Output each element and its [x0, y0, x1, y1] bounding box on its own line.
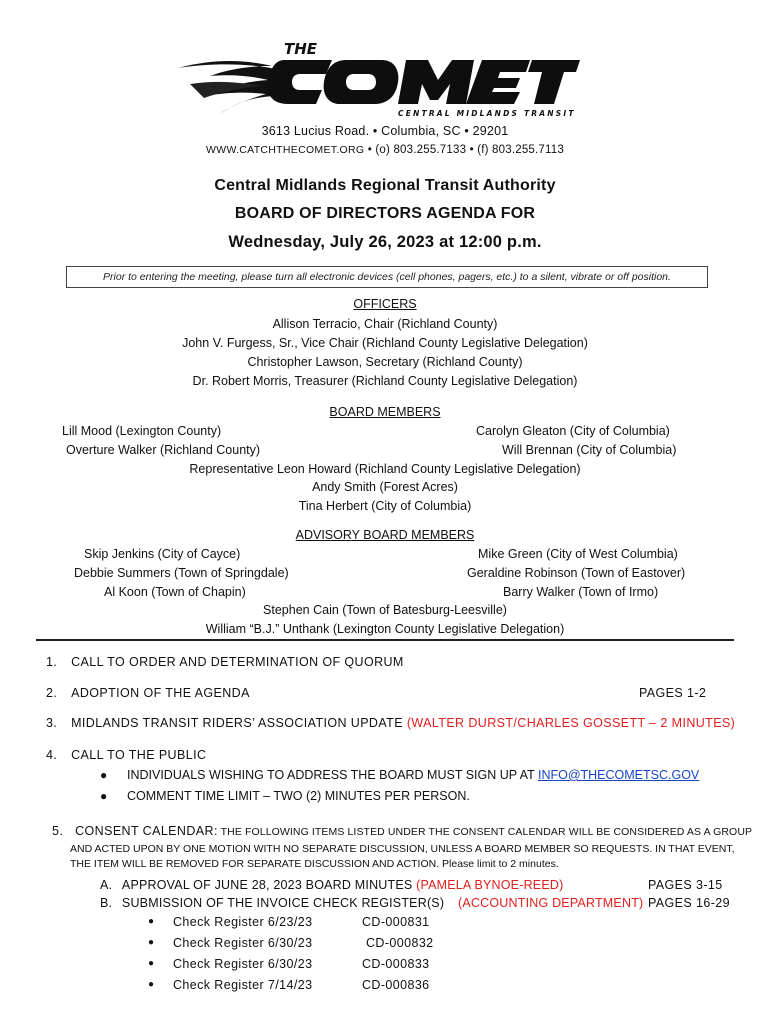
board-member: Carolyn Gleaton (City of Columbia)	[476, 424, 670, 438]
advisory-member: Barry Walker (Town of Irmo)	[503, 585, 659, 599]
register-code: CD-000833	[362, 957, 430, 971]
notice-text: Prior to entering the meeting, please turn all electronic devices (cell phones, pagers, etc.) to a silent, vibrate or off position.	[103, 271, 671, 283]
officer-item: Allison Terracio, Chair (Richland County)	[272, 317, 498, 331]
sub-label: B.	[100, 896, 113, 910]
consent-item-b-presenter: (ACCOUNTING DEPARTMENT)	[458, 896, 644, 910]
item-presenter: (WALTER DURST/CHARLES GOSSETT – 2 MINUTES)	[406, 716, 736, 730]
board-heading: BOARD MEMBERS	[329, 405, 441, 419]
bullet-icon: ●	[148, 979, 155, 990]
item-number: 1.	[46, 655, 58, 669]
advisory-member: Al Koon (Town of Chapin)	[104, 585, 246, 599]
consent-item-b-pages: PAGES 16-29	[648, 896, 730, 910]
officer-item: John V. Furgess, Sr., Vice Chair (Richland County Legislative Delegation)	[182, 336, 588, 350]
register-name: Check Register 6/30/23	[173, 936, 313, 950]
meeting-date: Wednesday, July 26, 2023 at 12:00 p.m.	[228, 233, 542, 251]
advisory-member: Mike Green (City of West Columbia)	[478, 547, 678, 561]
bullet-icon: ●	[148, 916, 155, 927]
sub-presenter: (PAMELA BYNOE-REED)	[416, 878, 564, 892]
agenda-item-1	[46, 655, 404, 669]
sub-text: SUBMISSION OF THE INVOICE CHECK REGISTER(S)	[121, 896, 445, 910]
register-code: CD-000832	[366, 936, 434, 950]
advisory-member: William “B.J.” Unthank (Lexington County Legislative Delegation)	[205, 622, 565, 636]
register-name: Check Register 7/14/23	[173, 978, 313, 992]
register-name: Check Register 6/30/23	[173, 957, 313, 971]
consent-desc-1: THE FOLLOWING ITEMS LISTED UNDER THE CONSENT CALENDAR WILL BE CONSIDERED AS A GROUP	[217, 826, 753, 838]
phone-fax: • (o) 803.255.7133 • (f) 803.255.7113	[364, 144, 564, 156]
svg-text:THE: THE	[284, 40, 318, 58]
item-text: ADOPTION OF THE AGENDA	[71, 686, 250, 700]
item-text: CALL TO THE PUBLIC	[71, 748, 207, 762]
bullet-icon: ●	[100, 768, 108, 782]
officers-heading: OFFICERS	[353, 297, 417, 311]
signup-text: INDIVIDUALS WISHING TO ADDRESS THE BOARD MUST SIGN UP AT	[127, 768, 538, 782]
officer-item: Christopher Lawson, Secretary (Richland County)	[247, 355, 523, 369]
item-text: CALL TO ORDER AND DETERMINATION OF QUORUM	[71, 655, 404, 669]
consent-desc-3: THE ITEM WILL BE REMOVED FOR SEPARATE DISCUSSION AND ACTION. Please limit to 2 minutes.	[70, 858, 559, 870]
advisory-heading: ADVISORY BOARD MEMBERS	[295, 528, 475, 542]
board-member: Andy Smith (Forest Acres)	[312, 480, 458, 494]
consent-item-a	[100, 878, 563, 892]
advisory-member: Debbie Summers (Town of Springdale)	[74, 566, 289, 580]
sub-text: APPROVAL OF JUNE 28, 2023 BOARD MINUTES	[121, 878, 413, 892]
register-name: Check Register 6/23/23	[173, 915, 313, 929]
advisory-member: Stephen Cain (Town of Batesburg-Leesville)	[263, 603, 507, 617]
board-member: Tina Herbert (City of Columbia)	[298, 499, 472, 513]
item-number: 3.	[46, 716, 58, 730]
contact-line	[0, 144, 770, 156]
register-code: CD-000831	[362, 915, 430, 929]
address-line: 3613 Lucius Road. • Columbia, SC • 29201	[261, 124, 509, 138]
comment-limit-line: COMMENT TIME LIMIT – TWO (2) MINUTES PER PERSON.	[127, 789, 470, 803]
advisory-member: Skip Jenkins (City of Cayce)	[84, 547, 241, 561]
consent-desc-2: AND ACTED UPON BY ONE MOTION WITH NO SEPARATE DISCUSSION, UNLESS A BOARD MEMBER SO REQUESTS. IN THAT EVENT,	[70, 843, 735, 855]
consent-item-b	[100, 896, 444, 910]
item-number: 4.	[46, 748, 58, 762]
agenda-item-4	[46, 748, 206, 762]
bullet-icon: ●	[148, 958, 155, 969]
signup-email-link[interactable]: INFO@THECOMETSC.GOV	[537, 768, 700, 782]
agenda-item-2	[46, 686, 250, 700]
board-member: Representative Leon Howard (Richland County Legislative Delegation)	[189, 462, 581, 476]
public-signup-line	[127, 768, 699, 782]
item-text: MIDLANDS TRANSIT RIDERS’ ASSOCIATION UPDATE	[71, 716, 403, 730]
register-code: CD-000836	[362, 978, 430, 992]
board-member: Lill Mood (Lexington County)	[62, 424, 222, 438]
website-link[interactable]: WWW.CATCHTHECOMET.ORG	[206, 144, 365, 156]
svg-text:CENTRAL MIDLANDS TRANSIT: CENTRAL MIDLANDS TRANSIT	[398, 109, 576, 118]
board-member: Will Brennan (City of Columbia)	[502, 443, 677, 457]
item-text: CONSENT CALENDAR:	[75, 824, 218, 838]
sub-label: A.	[100, 878, 113, 892]
bullet-icon: ●	[148, 937, 155, 948]
board-member: Overture Walker (Richland County)	[66, 443, 261, 457]
agenda-title: BOARD OF DIRECTORS AGENDA FOR	[234, 205, 536, 222]
consent-item-a-pages: PAGES 3-15	[648, 878, 723, 892]
comet-logo	[176, 40, 580, 118]
bullet-icon: ●	[100, 789, 108, 803]
agenda-item-3	[46, 716, 735, 730]
org-title: Central Midlands Regional Transit Authority	[214, 177, 556, 194]
item-number: 5.	[52, 824, 64, 838]
section-divider	[36, 639, 734, 641]
item-number: 2.	[46, 686, 58, 700]
device-notice	[66, 266, 708, 288]
officer-item: Dr. Robert Morris, Treasurer (Richland County Legislative Delegation)	[192, 374, 578, 388]
item-2-pages: PAGES 1-2	[639, 686, 707, 700]
agenda-item-5	[52, 824, 752, 838]
advisory-member: Geraldine Robinson (Town of Eastover)	[467, 566, 686, 580]
